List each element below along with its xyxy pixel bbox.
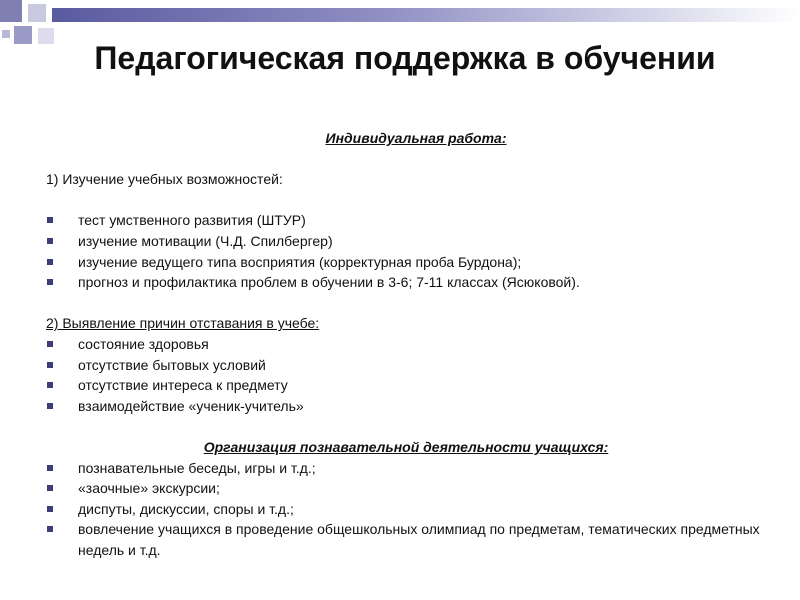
group-heading-study-abilities: 1) Изучение учебных возможностей: — [46, 171, 283, 188]
list-item: изучение ведущего типа восприятия (корректурная проба Бурдона); — [46, 252, 766, 273]
bullet-list-lag-causes — [46, 334, 766, 416]
bullet-list-cognitive-activity — [46, 458, 766, 561]
decorative-square — [0, 0, 22, 22]
list-item: состояние здоровья — [46, 334, 766, 355]
list-item: познавательные беседы, игры и т.д.; — [46, 458, 766, 479]
header-gradient-bar — [52, 8, 800, 22]
square-bullet-icon — [47, 506, 53, 512]
slide-title: Педагогическая поддержка в обучении — [94, 40, 716, 76]
square-bullet-icon — [47, 485, 53, 491]
decorative-square — [38, 28, 54, 44]
square-bullet-icon — [47, 465, 53, 471]
list-item: прогноз и профилактика проблем в обучении в 3-6; 7-11 классах (Ясюковой). — [46, 272, 766, 293]
list-item: тест умственного развития (ШТУР) — [46, 210, 766, 231]
list-item: взаимодействие «ученик-учитель» — [46, 396, 766, 417]
decorative-square — [28, 4, 46, 22]
section-heading-individual-work: Индивидуальная работа: — [325, 130, 507, 146]
square-bullet-icon — [47, 217, 53, 223]
square-bullet-icon — [47, 279, 53, 285]
slide-content — [46, 128, 766, 560]
list-item: «заочные» экскурсии; — [46, 478, 766, 499]
list-item: отсутствие бытовых условий — [46, 355, 766, 376]
bullet-list-study-abilities — [46, 210, 766, 292]
square-bullet-icon — [47, 259, 53, 265]
list-item: вовлечение учащихся в проведение общешкольных олимпиад по предметам, тематических предметных недель и т.д. — [46, 519, 766, 560]
section-heading-cognitive-activity: Организация познавательной деятельности учащихся: — [203, 438, 609, 455]
square-bullet-icon — [47, 341, 53, 347]
square-bullet-icon — [47, 362, 53, 368]
square-bullet-icon — [47, 238, 53, 244]
list-item: изучение мотивации (Ч.Д. Спилбергер) — [46, 231, 766, 252]
list-item: диспуты, дискуссии, споры и т.д.; — [46, 499, 766, 520]
list-item: отсутствие интереса к предмету — [46, 375, 766, 396]
decorative-square — [2, 30, 10, 38]
group-heading-lag-causes: 2) Выявление причин отставания в учебе: — [46, 315, 320, 332]
square-bullet-icon — [47, 526, 53, 532]
decorative-square — [14, 26, 32, 44]
square-bullet-icon — [47, 382, 53, 388]
square-bullet-icon — [47, 403, 53, 409]
